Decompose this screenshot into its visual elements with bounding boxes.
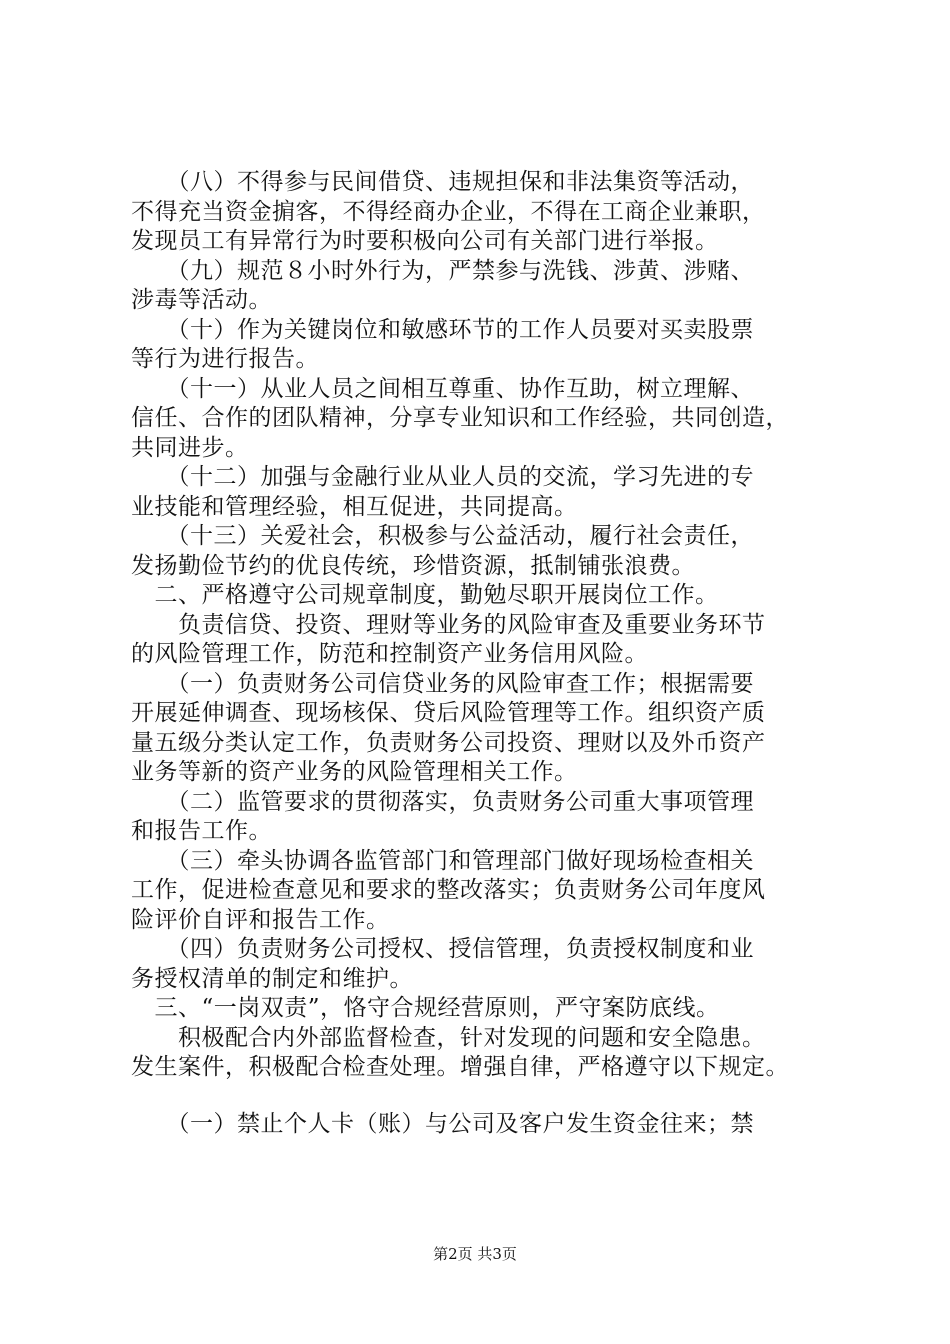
body-text	[131, 168, 831, 1139]
text-line: 涉毒等活动。	[131, 287, 272, 313]
text-line: 和报告工作。	[131, 818, 272, 844]
text-line: （四）负责财务公司授权、授信管理，负责授权制度和业	[131, 936, 754, 962]
text-line: 不得充当资金掮客，不得经商办企业，不得在工商企业兼职，	[131, 198, 766, 225]
text-line: 发生案件，积极配合检查处理。增强自律，严格遵守以下规定。	[131, 1054, 789, 1080]
text-line: 险评价自评和报告工作。	[131, 906, 390, 933]
text-line: 业务等新的资产业务的风险管理相关工作。	[131, 759, 578, 785]
text-line: 的风险管理工作，防范和控制资产业务信用风险。	[131, 641, 648, 667]
text-line: 量五级分类认定工作，负责财务公司投资、理财以及外币资产	[131, 729, 766, 756]
text-line: （八）不得参与民间借贷、违规担保和非法集资等活动，	[131, 169, 754, 195]
text-line: （十三）关爱社会，积极参与公益活动，履行社会责任，	[131, 523, 754, 549]
text-line: （三）牵头协调各监管部门和管理部门做好现场检查相关	[131, 847, 754, 874]
section-heading: 三、“一岗双责”，恪守合规经营原则，严守案防底线。	[131, 995, 720, 1021]
text-line: 等行为进行报告。	[131, 346, 319, 372]
page-footer: 第2页 共3页	[433, 1245, 517, 1263]
text-line: 工作，促进检查意见和要求的整改落实；负责财务公司年度风	[131, 877, 766, 903]
text-line: （十一）从业人员之间相互尊重、协作互助，树立理解、	[131, 375, 754, 402]
text-line: 积极配合内外部监督检查，针对发现的问题和安全隐患。	[131, 1024, 766, 1051]
text-line: 发现员工有异常行为时要积极向公司有关部门进行举报。	[131, 228, 719, 254]
text-line: （一）负责财务公司信贷业务的风险审查工作；根据需要	[131, 670, 754, 697]
text-line: 发扬勤俭节约的优良传统，珍惜资源，抵制铺张浪费。	[131, 552, 695, 579]
text-line: 业技能和管理经验，相互促进，共同提高。	[131, 493, 578, 520]
text-line: （九）规范８小时外行为，严禁参与洗钱、涉黄、涉赌、	[131, 257, 754, 284]
text-line: 共同进步。	[131, 434, 249, 461]
text-line: 负责信贷、投资、理财等业务的风险审查及重要业务环节	[131, 611, 766, 638]
text-line: （二）监管要求的贯彻落实，负责财务公司重大事项管理	[131, 788, 754, 815]
text-line: 务授权清单的制定和维护。	[131, 965, 413, 992]
text-line: （一）禁止个人卡（账）与公司及客户发生资金往来；禁	[131, 1110, 754, 1137]
text-line: 开展延伸调查、现场核保、贷后风险管理等工作。组织资产质	[131, 700, 766, 726]
section-heading: 二、严格遵守公司规章制度，勤勉尽职开展岗位工作。	[131, 582, 719, 608]
text-line: （十二）加强与金融行业从业人员的交流，学习先进的专	[131, 464, 754, 490]
text-line: 信任、合作的团队精神，分享专业知识和工作经验，共同创造，	[131, 405, 789, 431]
text-line: （十）作为关键岗位和敏感环节的工作人员要对买卖股票	[131, 316, 754, 343]
